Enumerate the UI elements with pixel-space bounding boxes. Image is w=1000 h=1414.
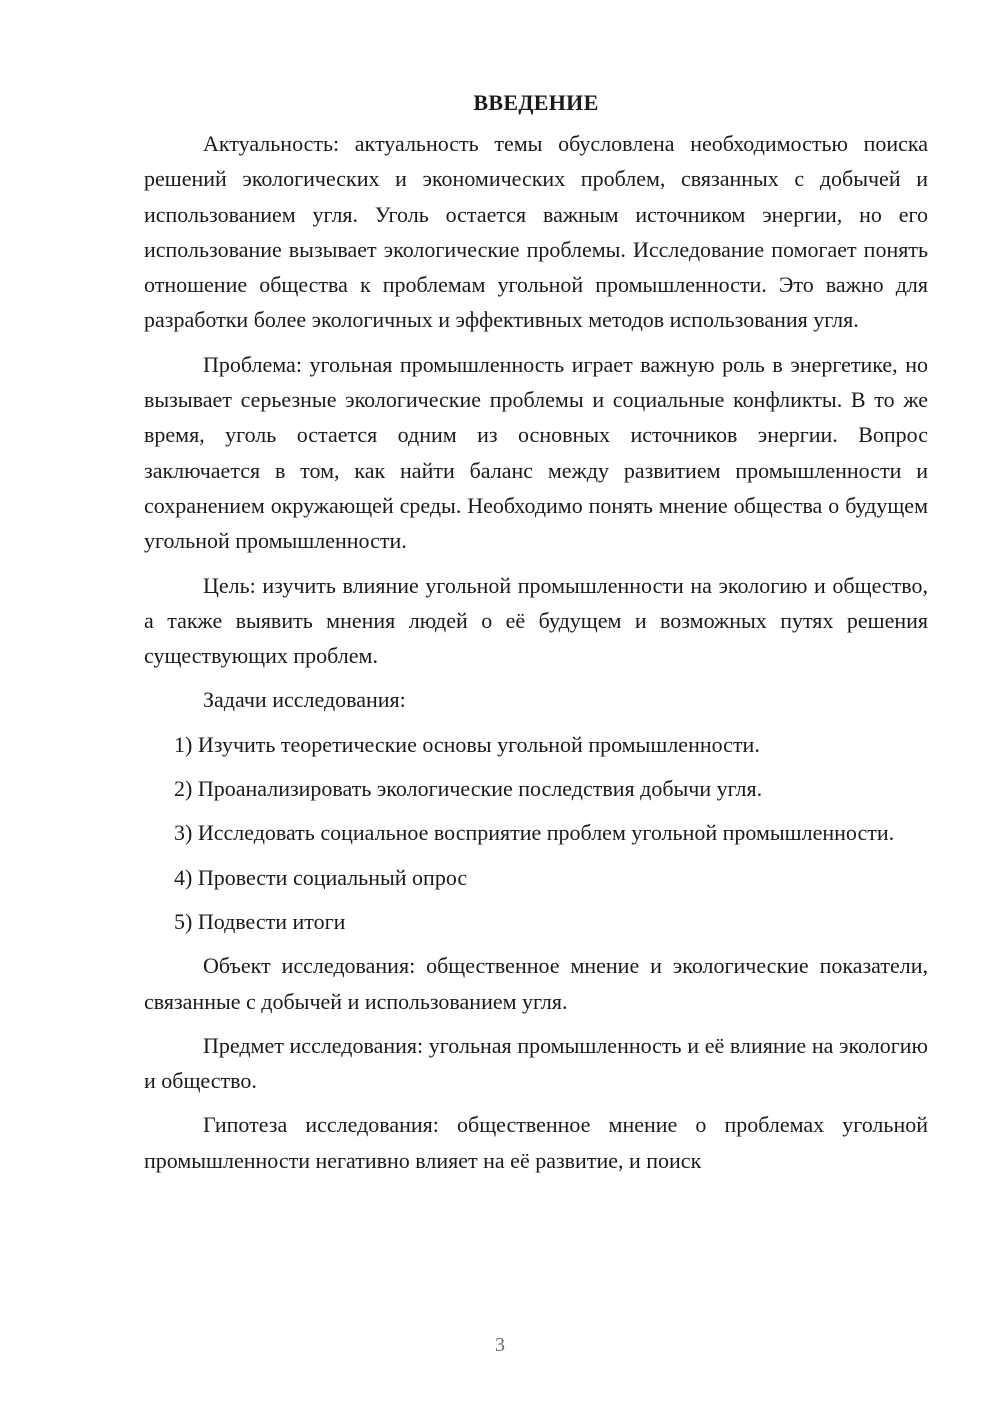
paragraph-subject: Предмет исследования: угольная промышленность и её влияние на экологию и общество. [144,1032,928,1094]
tasks-heading: Задачи исследования: [203,687,406,713]
task-item-1: 1) Изучить теоретические основы угольной промышленности. [174,731,760,757]
task-item-2: 2) Проанализировать экологические последствия добычи угля. [174,776,763,802]
page-number: 3 [495,1334,505,1356]
paragraph-hypothesis: Гипотеза исследования: общественное мнение о проблемах угольной промышленности негативно влияет на её развитие, и поиск [144,1112,928,1173]
task-item-4: 4) Провести социальный опрос [174,864,468,890]
section-title: ВВЕДЕНИЕ [473,90,599,115]
paragraph-relevance: Актуальность: актуальность темы обусловлена необходимостью поиска решений экологических и экономических проблем, связанных с добычей и использованием угля. Уголь остается важным источником энергии, но его использование вызывает экологические проблемы. Исследование помогает понять отношение общества к проблемам угольной промышленности. Это важно для разработки более экологичных и эффективных методов использования угля. [144,131,928,333]
task-item-5: 5) Подвести итоги [174,908,346,934]
paragraph-object: Объект исследования: общественное мнение и экологические показатели, связанные с добычей и использованием угля. [144,953,928,1014]
document-page [144,88,928,1187]
task-item-3: 3) Исследовать социальное восприятие проблем угольной промышленности. [174,820,895,846]
paragraph-goal: Цель: изучить влияние угольной промышленности на экологию и общество, а также выявить мнения людей о её будущем и возможных путях решения существующих проблем. [144,572,928,669]
paragraph-problem: Проблема: угольная промышленность играет важную роль в энергетике, но вызывает серьезные экологические проблемы и социальные конфликты. В то же время, уголь остается одним из основных источников энергии. Вопрос заключается в том, как найти баланс между развитием промышленности и сохранением окружающей среды. Необходимо понять мнение общества о будущем угольной промышленности. [144,351,928,554]
